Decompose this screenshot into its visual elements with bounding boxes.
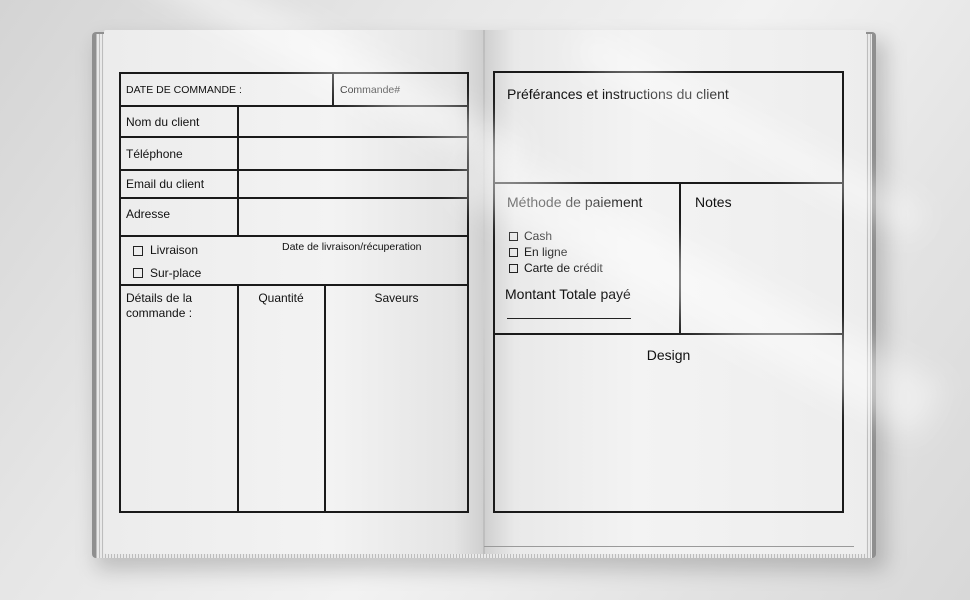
page-bottom-rule [484, 546, 854, 547]
customer-name-field[interactable] [240, 107, 468, 135]
order-details-header: Détails de la commande : [126, 291, 193, 320]
phone-label: Téléphone [126, 147, 183, 161]
divider [237, 284, 239, 513]
divider [679, 182, 681, 334]
delivery-option-label: Livraison [150, 243, 199, 257]
book-gutter [483, 30, 485, 554]
design-area[interactable] [495, 368, 842, 511]
preferences-title: Préférances et instructions du client [507, 86, 729, 102]
notes-title: Notes [695, 194, 732, 210]
total-paid-label: Montant Totale payé [505, 286, 631, 302]
divider [493, 182, 844, 184]
total-paid-line[interactable] [507, 318, 631, 319]
flavors-header: Saveurs [374, 291, 419, 305]
cash-option-label: Cash [524, 229, 553, 243]
address-label: Adresse [126, 207, 171, 221]
address-field[interactable] [240, 199, 468, 234]
payment-method-title: Méthode de paiement [507, 194, 643, 210]
divider [119, 235, 469, 237]
email-label: Email du client [126, 177, 205, 191]
divider [119, 284, 469, 286]
order-date-label: DATE DE COMMANDE : [126, 84, 242, 96]
online-option-label: En ligne [524, 245, 568, 259]
delivery-checkbox[interactable] [133, 246, 143, 256]
divider [493, 333, 844, 335]
delivery-date-label: Date de livraison/récuperation [282, 241, 422, 253]
quantity-header: Quantité [258, 291, 304, 305]
phone-field[interactable] [240, 138, 468, 168]
cash-checkbox[interactable] [509, 232, 518, 241]
design-title: Design [646, 347, 691, 363]
pickup-option-label: Sur-place [150, 266, 202, 280]
online-checkbox[interactable] [509, 248, 518, 257]
divider [237, 105, 239, 236]
divider [324, 284, 326, 513]
divider [332, 72, 334, 106]
pickup-checkbox[interactable] [133, 268, 143, 278]
email-field[interactable] [240, 171, 468, 196]
notes-area[interactable] [682, 215, 842, 331]
credit-card-option-label: Carte de crédit [524, 261, 603, 275]
customer-name-label: Nom du client [126, 115, 200, 129]
order-number-label: Commande# [340, 84, 401, 96]
credit-card-checkbox[interactable] [509, 264, 518, 273]
